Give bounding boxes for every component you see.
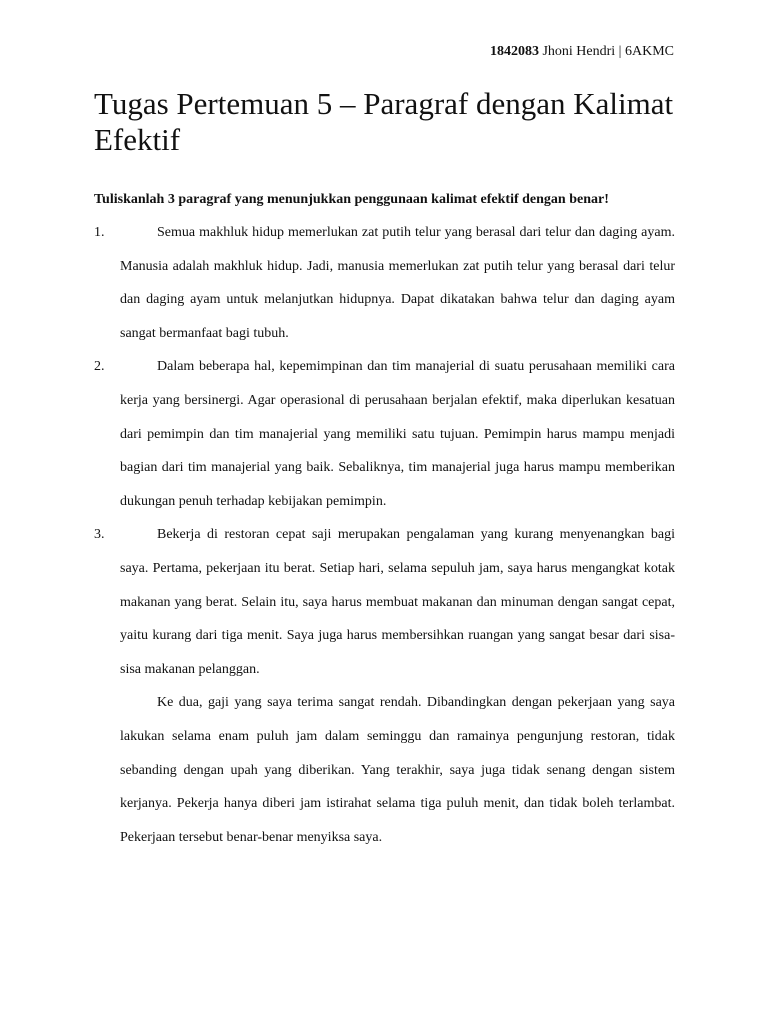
list-item-number: 1.: [94, 225, 105, 240]
list-item-number: 2.: [94, 359, 105, 375]
page-header: [490, 44, 674, 60]
student-name-class: Jhoni Hendri | 6AKMC: [538, 44, 674, 59]
document-title: Tugas Pertemuan 5 – Paragraf dengan Kalimat Efektif: [94, 86, 674, 157]
list-item: [94, 350, 675, 518]
assignment-instruction: Tuliskanlah 3 paragraf yang menunjukkan penggunaan kalimat efektif dengan benar!: [94, 192, 609, 207]
paragraph: Dalam beberapa hal, kepemimpinan dan tim manajerial di suatu perusahaan memiliki cara kerja yang bersinergi. Agar operasional di perusahaan berjalan efektif, maka diperlukan kesatuan dari pemimpin dan tim manajerial yang memiliki satu tujuan. Pemimpin harus mampu menjadi bagian dari tim manajerial yang baik. Sebaliknya, tim manajerial juga harus mampu memberikan dukungan penuh terhadap kebijakan pemimpin.: [120, 359, 675, 509]
student-id: 1842083: [489, 44, 539, 59]
paragraph: Semua makhluk hidup memerlukan zat putih telur yang berasal dari telur dan daging ayam. Manusia adalah makhluk hidup. Jadi, manusia memerlukan zat putih telur yang berasal dari telur dan daging ayam untuk melanjutkan hidupnya. Dapat dikatakan bahwa telur dan daging ayam sangat bermanfaat bagi tubuh.: [120, 225, 675, 341]
list-item: [94, 518, 675, 854]
paragraph-list: [94, 216, 675, 854]
list-item: [94, 216, 675, 350]
paragraph: Ke dua, gaji yang saya terima sangat rendah. Dibandingkan dengan pekerjaan yang saya lakukan selama enam puluh jam dalam seminggu dan ramainya pengunjung restoran, tidak sebanding dengan upah yang diberikan. Yang terakhir, saya juga tidak senang dengan sistem kerjanya. Pekerja hanya diberi jam istirahat selama tiga puluh menit, dan tidak boleh terlambat. Pekerjaan tersebut benar-benar menyiksa saya.: [120, 695, 675, 845]
paragraph: Bekerja di restoran cepat saji merupakan pengalaman yang kurang menyenangkan bagi saya. Pertama, pekerjaan itu berat. Setiap hari, selama sepuluh jam, saya harus mengangkat kotak makanan yang berat. Selain itu, saya harus membuat makanan dan minuman dengan sangat cepat, yaitu kurang dari tiga menit. Saya juga harus membersihkan ruangan yang sangat besar dari sisa-sisa makanan pelanggan.: [120, 527, 675, 677]
list-item-number: 3.: [94, 527, 105, 543]
